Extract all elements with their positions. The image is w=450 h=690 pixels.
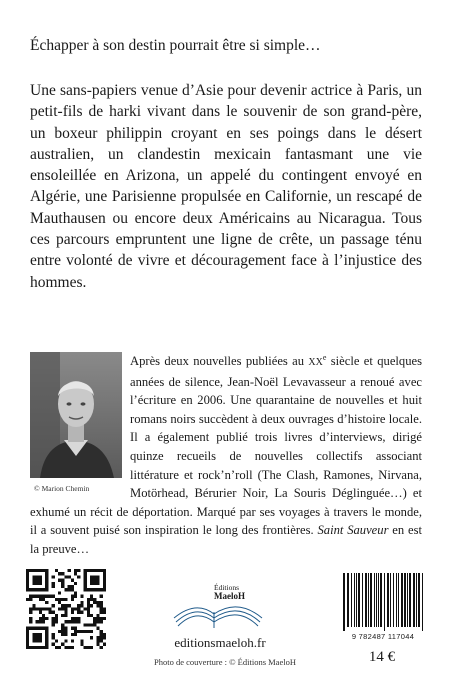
bio-century-sup: e <box>322 352 327 362</box>
publisher-website[interactable]: editionsmaeloh.fr <box>174 635 266 650</box>
isbn-barcode <box>339 571 427 631</box>
qr-code[interactable] <box>26 569 106 649</box>
isbn-number: 9 782487 117044 <box>351 632 415 641</box>
blurb-text: Une sans-papiers venue d’Asie pour devenir actrice à Paris, un petit-fils de harki vivant dans le souvenir de son grand-père, un boxeur philippin croyant en ses poings dans le désert australien, un clandestin mexicain fantasmant une vie ensoleillée en Arizona, un appelé du contingent envoyé en Algérie, une Parisienne propulsée en Californie, un rescapé de Mauthausen ou encore deux Américains au Nicaragua. Tous ces parcours empruntent une ligne de crête, un passage ténu entre volonté de vivre et découragement face à l’injustice des hommes. <box>30 82 422 291</box>
author-photo-credit: © Marion Chemin <box>34 484 90 493</box>
publisher-logo-text <box>214 583 245 601</box>
author-bio <box>30 352 422 559</box>
price: 14 € <box>368 649 396 665</box>
bio-text-end: en est la preuve… <box>30 523 422 556</box>
publisher-label: Éditions <box>214 583 240 592</box>
bio-text-start: Après deux nouvelles publiées au <box>130 354 309 368</box>
publisher-name: MaeloH <box>214 591 245 601</box>
tagline: Échapper à son destin pourrait être si simple… <box>30 37 321 54</box>
book-title: Saint Sauveur <box>317 523 389 538</box>
cover-photo-credit: Photo de couverture : © Éditions MaeloH <box>154 657 296 667</box>
bio-text: siècle et quelques années de silence, Jean-Noël Levavasseur a renoué avec l’écriture en 2006. Une quarantaine de nouvelles et huit romans noirs succèdent à deux ouvrages d’histoire locale. Il a également publié trois livres d’interviews, dirigé quinze recueils de nouvelles collectifs associant littérature et rock’n’roll (The Clash, Ramones, Nirvana, Motörhead, Bérurier Noir, La Souris Déglinguée…) et exhumé un récit de déportation. Marqué par ses voyages à travers le monde, il a souvent puisé son inspiration le long des frontières. <box>30 354 422 538</box>
back-cover-blurb <box>30 80 422 293</box>
bio-century: XX <box>308 357 323 368</box>
